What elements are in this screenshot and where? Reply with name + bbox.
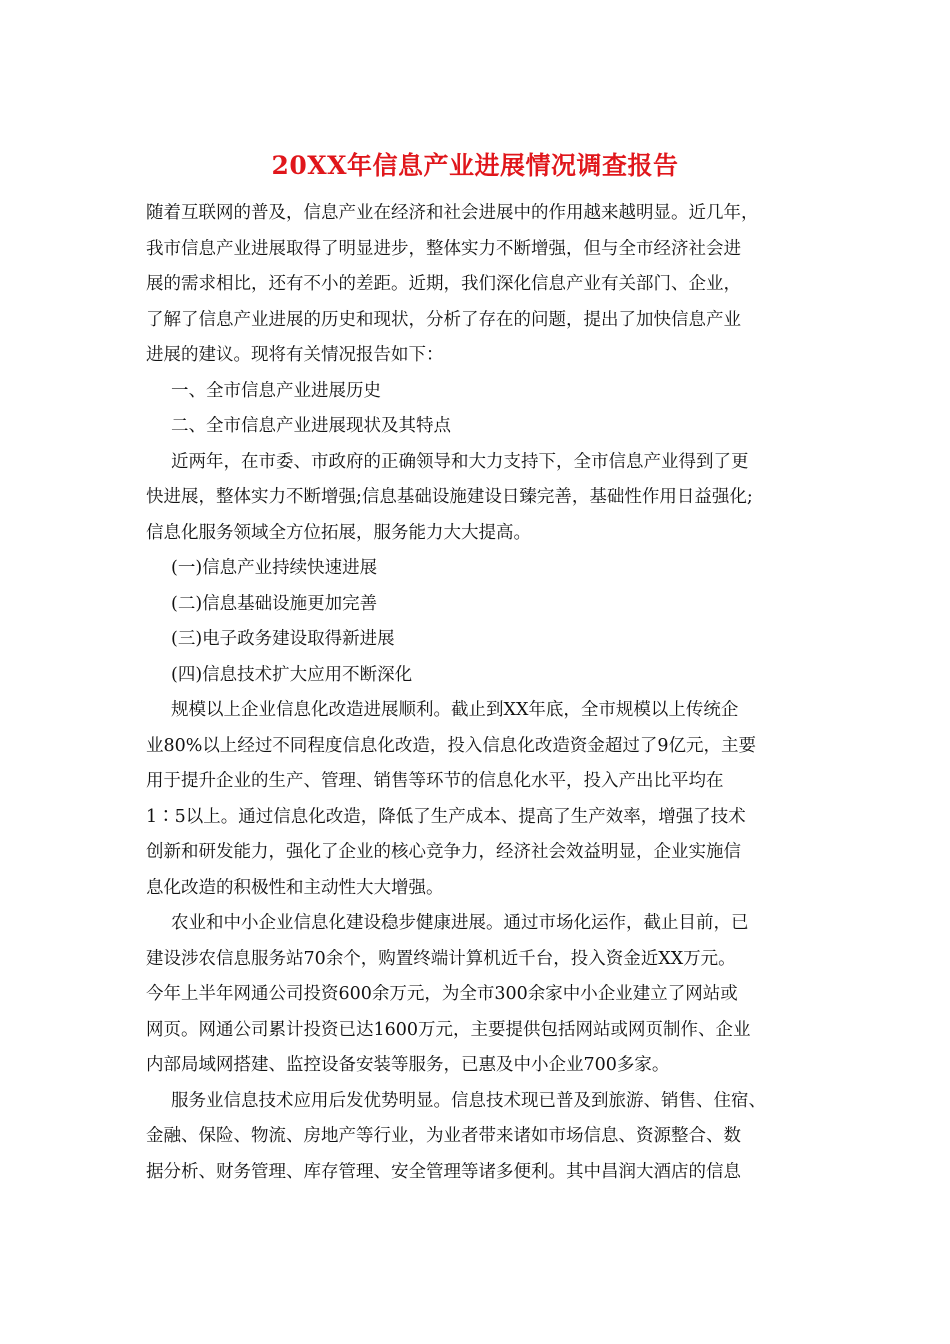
body-line: 规模以上企业信息化改造进展顺利。截止到XX年底，全市规模以上传统企 [171,700,739,720]
body-line: 服务业信息技术应用后发优势明显。信息技术现已普及到旅游、销售、住宿、 [171,1090,766,1111]
document-body [146,196,826,1190]
body-line: 息化改造的积极性和主动性大大增强。 [146,877,444,898]
subsection-heading: (一)信息产业持续快速进展 [171,558,378,578]
body-line: 金融、保险、物流、房地产等行业，为业者带来诸如市场信息、资源整合、数 [146,1126,741,1146]
subsection-heading: (四)信息技术扩大应用不断深化 [171,664,413,685]
body-line: 业80%以上经过不同程度信息化改造，投入信息化改造资金超过了9亿元，主要 [146,735,757,756]
section-heading: 二、全市信息产业进展现状及其特点 [171,416,451,436]
body-line: 快进展，整体实力不断增强;信息基础设施建设日臻完善，基础性作用日益强化; [146,487,753,507]
body-line: 今年上半年网通公司投资600余万元，为全市300余家中小企业建立了网站或 [146,984,738,1004]
subsection-heading: (三)电子政务建设取得新进展 [171,629,395,649]
body-line: 用于提升企业的生产、管理、销售等环节的信息化水平，投入产出比平均在 [146,771,724,791]
body-line: 据分析、财务管理、库存管理、安全管理等诸多便利。其中昌润大酒店的信息 [146,1161,741,1182]
body-line: 近两年，在市委、市政府的正确领导和大力支持下，全市信息产业得到了更 [171,451,749,472]
body-line: 随着互联网的普及，信息产业在经济和社会进展中的作用越来越明显。近几年， [146,203,759,223]
body-line: 创新和研发能力，强化了企业的核心竞争力，经济社会效益明显，企业实施信 [146,842,741,862]
document-title: 20XX年信息产业进展情况调查报告 [271,151,679,180]
body-line: 网页。网通公司累计投资已达1600万元，主要提供包括网站或网页制作、企业 [146,1019,751,1040]
subsection-heading: (二)信息基础设施更加完善 [171,593,378,614]
body-line: 1∶5以上。通过信息化改造，降低了生产成本、提高了生产效率，增强了技术 [146,806,746,827]
body-line: 建设涉农信息服务站70余个，购置终端计算机近千台，投入资金近XX万元。 [146,948,736,969]
section-heading: 一、全市信息产业进展历史 [171,380,381,401]
body-line: 信息化服务领域全方位拓展，服务能力大大提高。 [146,522,531,543]
body-line: 了解了信息产业进展的历史和现状，分析了存在的问题，提出了加快信息产业 [146,309,741,330]
body-line: 内部局域网搭建、监控设备安装等服务，已惠及中小企业700多家。 [146,1055,670,1075]
body-line: 我市信息产业进展取得了明显进步，整体实力不断增强，但与全市经济社会进 [146,238,741,259]
body-line: 进展的建议。现将有关情况报告如下： [146,345,444,365]
body-line: 展的需求相比，还有不小的差距。近期，我们深化信息产业有关部门、企业， [146,274,741,294]
body-line: 农业和中小企业信息化建设稳步健康进展。通过市场化运作，截止目前，已 [171,913,749,933]
